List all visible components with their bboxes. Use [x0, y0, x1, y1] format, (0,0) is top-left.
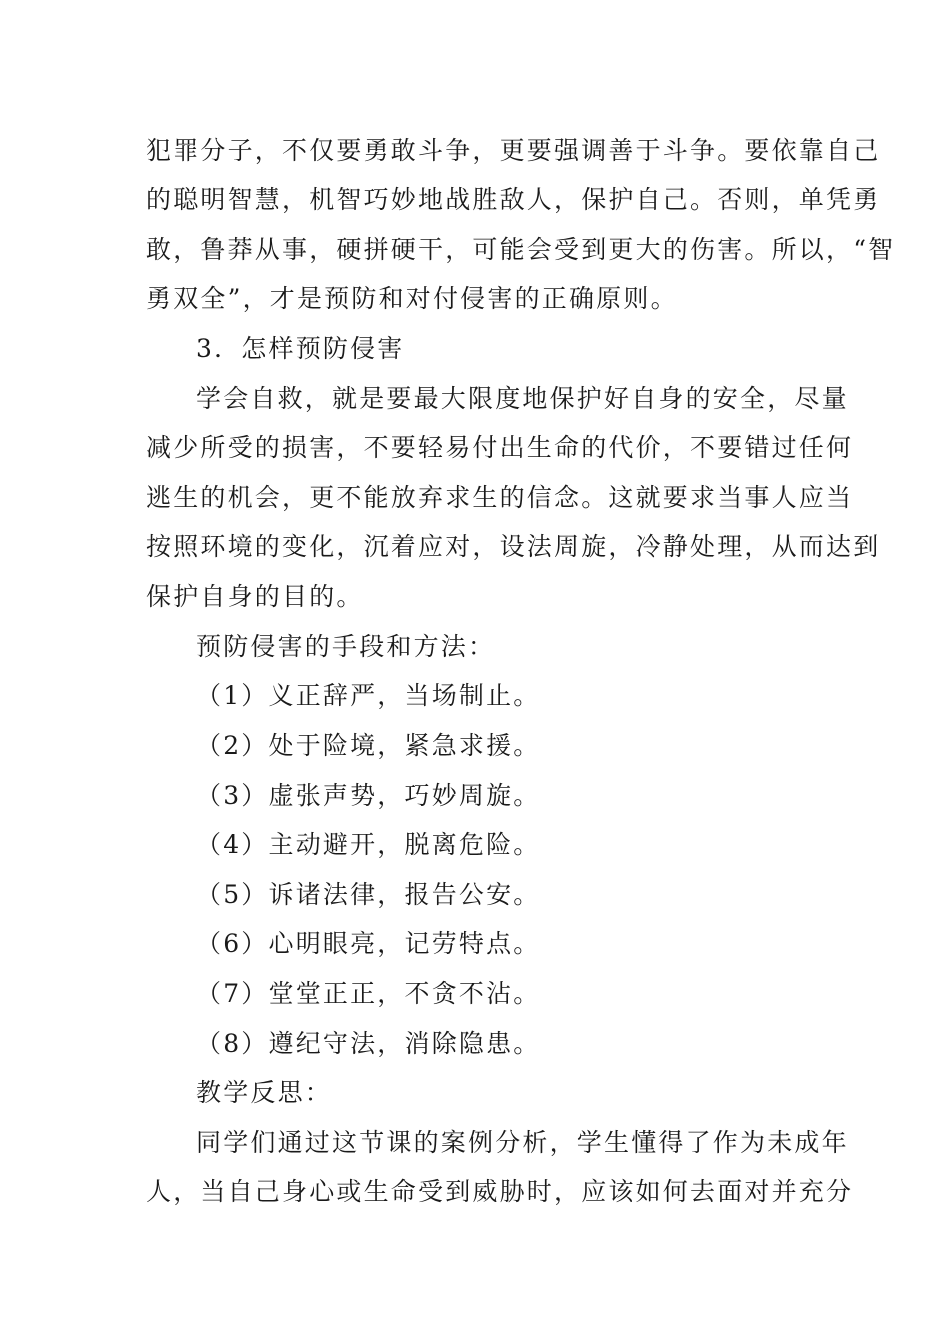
paragraph-line: 敢，鲁莽从事，硬拼硬干，可能会受到更大的伤害。所以，“智	[146, 235, 896, 264]
paragraph-line: 逃生的机会，更不能放弃求生的信念。这就要求当事人应当	[146, 483, 854, 512]
list-item: （6）心明眼亮，记劳特点。	[196, 929, 541, 958]
list-item: （2）处于险境，紧急求援。	[196, 731, 541, 760]
paragraph-line: 保护自身的目的。	[146, 582, 364, 611]
reflection-heading: 教学反思：	[196, 1078, 333, 1107]
paragraph-line: 的聪明智慧，机智巧妙地战胜敌人，保护自己。否则，单凭勇	[146, 185, 881, 214]
section-heading: 3．怎样预防侵害	[196, 334, 405, 363]
paragraph-line: 同学们通过这节课的案例分析，学生懂得了作为未成年	[196, 1128, 849, 1157]
list-item: （1）义正辞严，当场制止。	[196, 681, 541, 710]
list-item: （3）虚张声势，巧妙周旋。	[196, 781, 541, 810]
paragraph-line: 勇双全”，才是预防和对付侵害的正确原则。	[146, 284, 678, 313]
list-item: （7）堂堂正正，不贪不沾。	[196, 979, 541, 1008]
paragraph-line: 按照环境的变化，沉着应对，设法周旋，冷静处理，从而达到	[146, 532, 881, 561]
list-item: （5）诉诸法律，报告公安。	[196, 880, 541, 909]
paragraph-line: 学会自救，就是要最大限度地保护好自身的安全，尽量	[196, 384, 849, 413]
list-item: （4）主动避开，脱离危险。	[196, 830, 541, 859]
paragraph-line: 人，当自己身心或生命受到威胁时，应该如何去面对并充分	[146, 1177, 854, 1206]
list-item: （8）遵纪守法，消除隐患。	[196, 1029, 541, 1058]
paragraph-line: 减少所受的损害，不要轻易付出生命的代价，不要错过任何	[146, 433, 854, 462]
paragraph-line: 犯罪分子，不仅要勇敢斗争，更要强调善于斗争。要依靠自己	[146, 136, 881, 165]
methods-intro: 预防侵害的手段和方法：	[196, 632, 496, 661]
